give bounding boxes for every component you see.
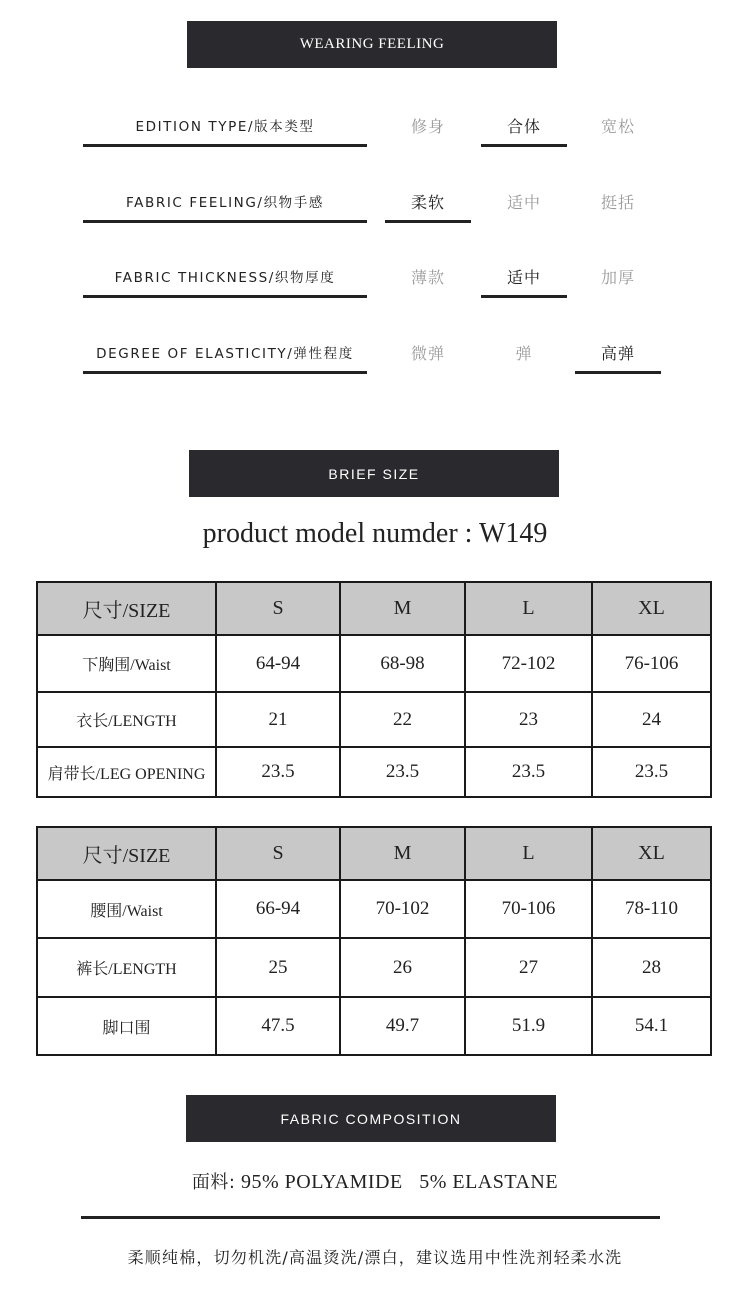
- feeling-option: 挺括: [600, 192, 635, 212]
- size-table-bottom: [36, 826, 712, 1056]
- feeling-row: [0, 183, 750, 243]
- product-model-number: product model numder : W149: [202, 518, 548, 549]
- feeling-row-label: FABRIC THICKNESS/织物厚度: [114, 270, 336, 286]
- row-label: 衣长/LENGTH: [37, 692, 216, 747]
- feeling-option-selected: 高弹: [600, 343, 635, 363]
- feeling-option: 薄款: [410, 267, 445, 287]
- care-instructions: 柔顺纯棉，切勿机洗/高温烫洗/漂白，建议选用中性洗剂轻柔水洗: [127, 1248, 623, 1267]
- fabric-composition-line: [0, 1168, 750, 1194]
- feeling-row: [0, 258, 750, 318]
- table-cell: 23.5: [216, 747, 340, 797]
- feeling-option: 微弹: [410, 343, 445, 363]
- feeling-option: 修身: [410, 116, 445, 136]
- feeling-row-label: FABRIC FEELING/织物手感: [126, 195, 324, 211]
- table-cell: 22: [340, 692, 465, 747]
- table-cell: 70-102: [340, 880, 465, 938]
- header-cell-s: S: [216, 827, 340, 880]
- table-cell: 26: [340, 938, 465, 997]
- table-cell: 68-98: [340, 635, 465, 692]
- table-cell: 23: [465, 692, 592, 747]
- row-label: 脚口围: [37, 997, 216, 1055]
- table-cell: 70-106: [465, 880, 592, 938]
- brief-size-banner: BRIEF SIZE: [189, 450, 559, 497]
- feeling-row-label: EDITION TYPE/版本类型: [135, 119, 315, 135]
- table-cell: 72-102: [465, 635, 592, 692]
- row-label: 肩带长/LEG OPENING: [37, 747, 216, 797]
- table-cell: 51.9: [465, 997, 592, 1055]
- table-cell: 27: [465, 938, 592, 997]
- table-row: [37, 938, 711, 997]
- composition-label: 面料:: [191, 1172, 236, 1193]
- divider-line: [81, 1216, 660, 1219]
- feeling-option: 宽松: [600, 116, 635, 136]
- feeling-option: 适中: [506, 192, 541, 212]
- table-cell: 54.1: [592, 997, 711, 1055]
- composition-text: 95% POLYAMIDE 5% ELASTANE: [240, 1171, 559, 1193]
- table-cell: 66-94: [216, 880, 340, 938]
- row-label: 裤长/LENGTH: [37, 938, 216, 997]
- row-label: 腰围/Waist: [37, 880, 216, 938]
- header-cell-xl: XL: [592, 827, 711, 880]
- table-row: [37, 692, 711, 747]
- feeling-option-selected: 合体: [506, 116, 541, 136]
- table-cell: 24: [592, 692, 711, 747]
- feeling-option: 弹: [515, 343, 533, 363]
- table-row: [37, 997, 711, 1055]
- table-row: [37, 747, 711, 797]
- feeling-option-selected: 柔软: [410, 192, 445, 212]
- selected-underline: [385, 220, 471, 223]
- table-header-row: [37, 827, 711, 880]
- label-underline: [83, 295, 367, 298]
- selected-underline: [481, 295, 567, 298]
- feeling-row: [0, 334, 750, 394]
- table-cell: 21: [216, 692, 340, 747]
- feeling-option-selected: 适中: [506, 267, 541, 287]
- table-cell: 23.5: [465, 747, 592, 797]
- wearing-feeling-banner: WEARING FEELING: [187, 21, 557, 68]
- table-row: [37, 880, 711, 938]
- table-header-row: [37, 582, 711, 635]
- table-cell: 25: [216, 938, 340, 997]
- header-cell-l: L: [465, 582, 592, 635]
- table-row: [37, 635, 711, 692]
- size-table-top: [36, 581, 712, 798]
- fabric-composition-banner: FABRIC COMPOSITION: [186, 1095, 556, 1142]
- header-cell-size: 尺寸/SIZE: [37, 582, 216, 635]
- feeling-option: 加厚: [600, 267, 635, 287]
- selected-underline: [575, 371, 661, 374]
- table-cell: 28: [592, 938, 711, 997]
- selected-underline: [481, 144, 567, 147]
- header-cell-s: S: [216, 582, 340, 635]
- table-cell: 64-94: [216, 635, 340, 692]
- row-label: 下胸围/Waist: [37, 635, 216, 692]
- header-cell-l: L: [465, 827, 592, 880]
- table-cell: 23.5: [340, 747, 465, 797]
- label-underline: [83, 371, 367, 374]
- table-cell: 76-106: [592, 635, 711, 692]
- table-cell: 23.5: [592, 747, 711, 797]
- header-cell-m: M: [340, 827, 465, 880]
- feeling-row-label: DEGREE OF ELASTICITY/弹性程度: [96, 346, 354, 362]
- label-underline: [83, 144, 367, 147]
- header-cell-size: 尺寸/SIZE: [37, 827, 216, 880]
- table-cell: 78-110: [592, 880, 711, 938]
- header-cell-xl: XL: [592, 582, 711, 635]
- header-cell-m: M: [340, 582, 465, 635]
- table-cell: 49.7: [340, 997, 465, 1055]
- feeling-row: [0, 107, 750, 167]
- label-underline: [83, 220, 367, 223]
- table-cell: 47.5: [216, 997, 340, 1055]
